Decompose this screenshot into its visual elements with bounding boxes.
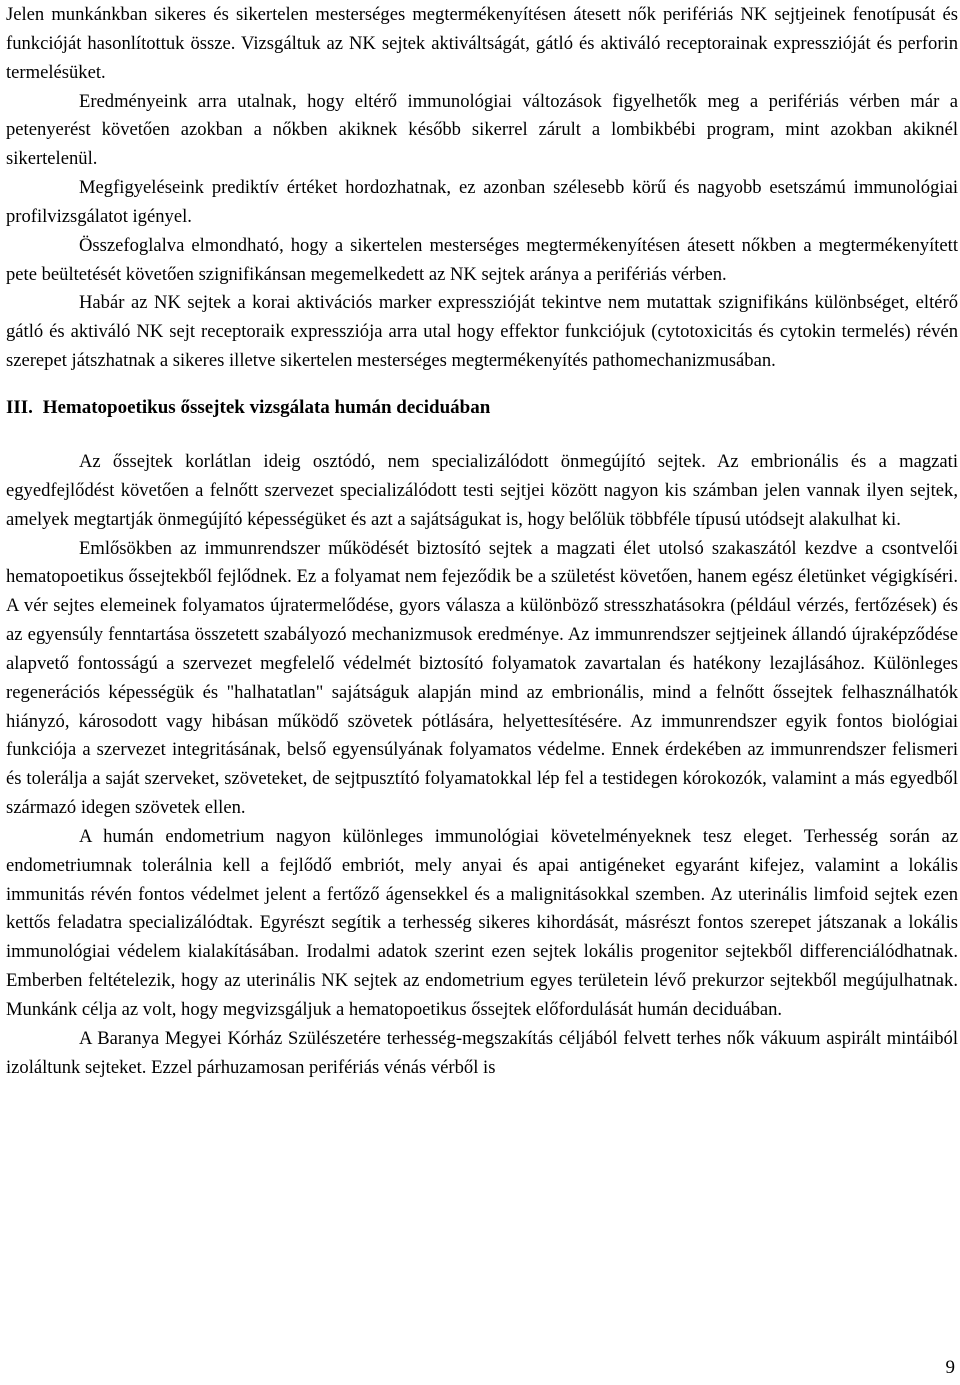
page-number: 9 [945,1357,955,1378]
paragraph-stem-cells: Az őssejtek korlátlan ideig osztódó, nem specializálódott önmegújító sejtek. Az embrionális és a magzati egyedfejlődést követően a felnőtt szervezet specializálódott testi sejtjei között nagyon kis számban jelen vannak ilyen sejtek, amelyek megtartják önmegújító képességüket és azt a sajátságukat is, hogy belőlük többféle típusú utódsejt alakulhat ki. [6,450,958,530]
section-number: III. [6,396,33,418]
section-title: Hematopoetikus őssejtek vizsgálata humán deciduában [42,396,491,418]
paragraph-immune-system: Emlősökben az immunrendszer működését biztosító sejtek a magzati élet utolsó szakaszától kezdve a csontvelői hematopoetikus őssejtekből fejlődnek. Ez a folyamat nem fejeződik be a születést követően, hanem egész életünket végigkíséri. A vér sejtes elemeinek folyamatos újratermelődése, gyors válasza a különböző stresszhatásokra (például vérzés, fertőzések) és az egyensúly fenntartása összetett szabályozó mechanizmusok eredménye. Az immunrendszer sejtjeinek állandó újraképződése alapvető fontosságú a szervezet megfelelő védelmét biztosító folyamatok zavartalan és hatékony lezajlásához. Különleges regenerációs képességük és "halhatatlan" sajátságuk alapján mind az embrionális, mind a felnőtt őssejtek felhasználhatók hiányzó, károsodott vagy hibásan működő szövetek pótlására, helyettesítésére. Az immunrendszer egyik fontos biológiai funkciója a szervezet integritásának, belső egyensúlyának folyamatos védelme. Ennek érdekében az immunrendszer felismeri és tolerálja a saját szerveket, szöveteket, de sejtpusztító folyamatokkal lép fel a testidegen kórokozók, valamint a más egyedből származó idegen szövetek ellen. [6,537,958,819]
paragraph-results: Eredményeink arra utalnak, hogy eltérő immunológiai változások figyelhetők meg a perifériás vérben már a petenyerést követően azokban a nőkben akiknek később sikerrel zárult a lombikbébi program, mint azokban akiknél sikertelenül. [6,90,958,170]
heading-spacer [6,422,958,448]
document-page [6,1,958,1083]
paragraph-methods: A Baranya Megyei Kórház Szülészetére terhesség-megszakítás céljából felvett terhes nők vákuum aspirált mintáiból izoláltunk sejteket. Ezzel párhuzamosan perifériás vénás vérből is [6,1027,958,1078]
paragraph-summary: Összefoglalva elmondható, hogy a sikertelen mesterséges megtermékenyítésen átesett nőkben a megtermékenyített pete beültetését követően szignifikánsan megemelkedett az NK sejtek aránya a perifériás vérben. [6,234,958,285]
section-heading [6,394,958,422]
paragraph-predictive-value: Megfigyeléseink prediktív értéket hordozhatnak, ez azonban szélesebb körű és nagyobb esetszámú immunológiai profilvizsgálatot igényel. [6,177,958,227]
paragraph-nk-receptors: Habár az NK sejtek a korai aktivációs marker expresszióját tekintve nem mutattak szignifikáns különbséget, eltérő gátló és aktiváló NK sejt receptoraik expressziója arra utal hogy effektor funkciójuk (cytotoxicitás és cytokin termelés) révén szerepet játszhatnak a sikeres illetve sikertelen mesterséges megtermékenyítés pathomechanizmusában. [6,292,958,372]
paragraph-endometrium: A humán endometrium nagyon különleges immunológiai követelményeknek tesz eleget. Terhesség során az endometriumnak tolerálnia kell a fejlődő embriót, mely anyai és apai antigéneket egyaránt kifejez, valamint a lokális immunitás révén fontos védelmet jelent a fertőző ágensekkel és a malignitásokkal szemben. Az uterinális limfoid sejtek ezen kettős feladatra specializálódtak. Egyrészt segítik a terhesség sikeres kihordását, másrészt fontos szerepet játszanak a lokális immunológiai védelem kialakításában. Irodalmi adatok szerint ezen sejtek lokális progenitor sejtekből differenciálódhatnak. Emberben feltételezik, hogy az uterinális NK sejtek az endometrium egyes területein lévő prekurzor sejtekből megújulhatnak. Munkánk célja az volt, hogy megvizsgáljuk a hematopoetikus őssejtek előfordulását humán deciduában. [6,825,958,1020]
paragraph-nk-study-intro: Jelen munkánkban sikeres és sikertelen mesterséges megtermékenyítésen átesett nők perifériás NK sejtjeinek fenotípusát és funkcióját hasonlítottuk össze. Vizsgáltuk az NK sejtek aktiváltságát, gátló és aktiváló receptorainak expresszióját és perforin termelésüket. [6,4,958,83]
